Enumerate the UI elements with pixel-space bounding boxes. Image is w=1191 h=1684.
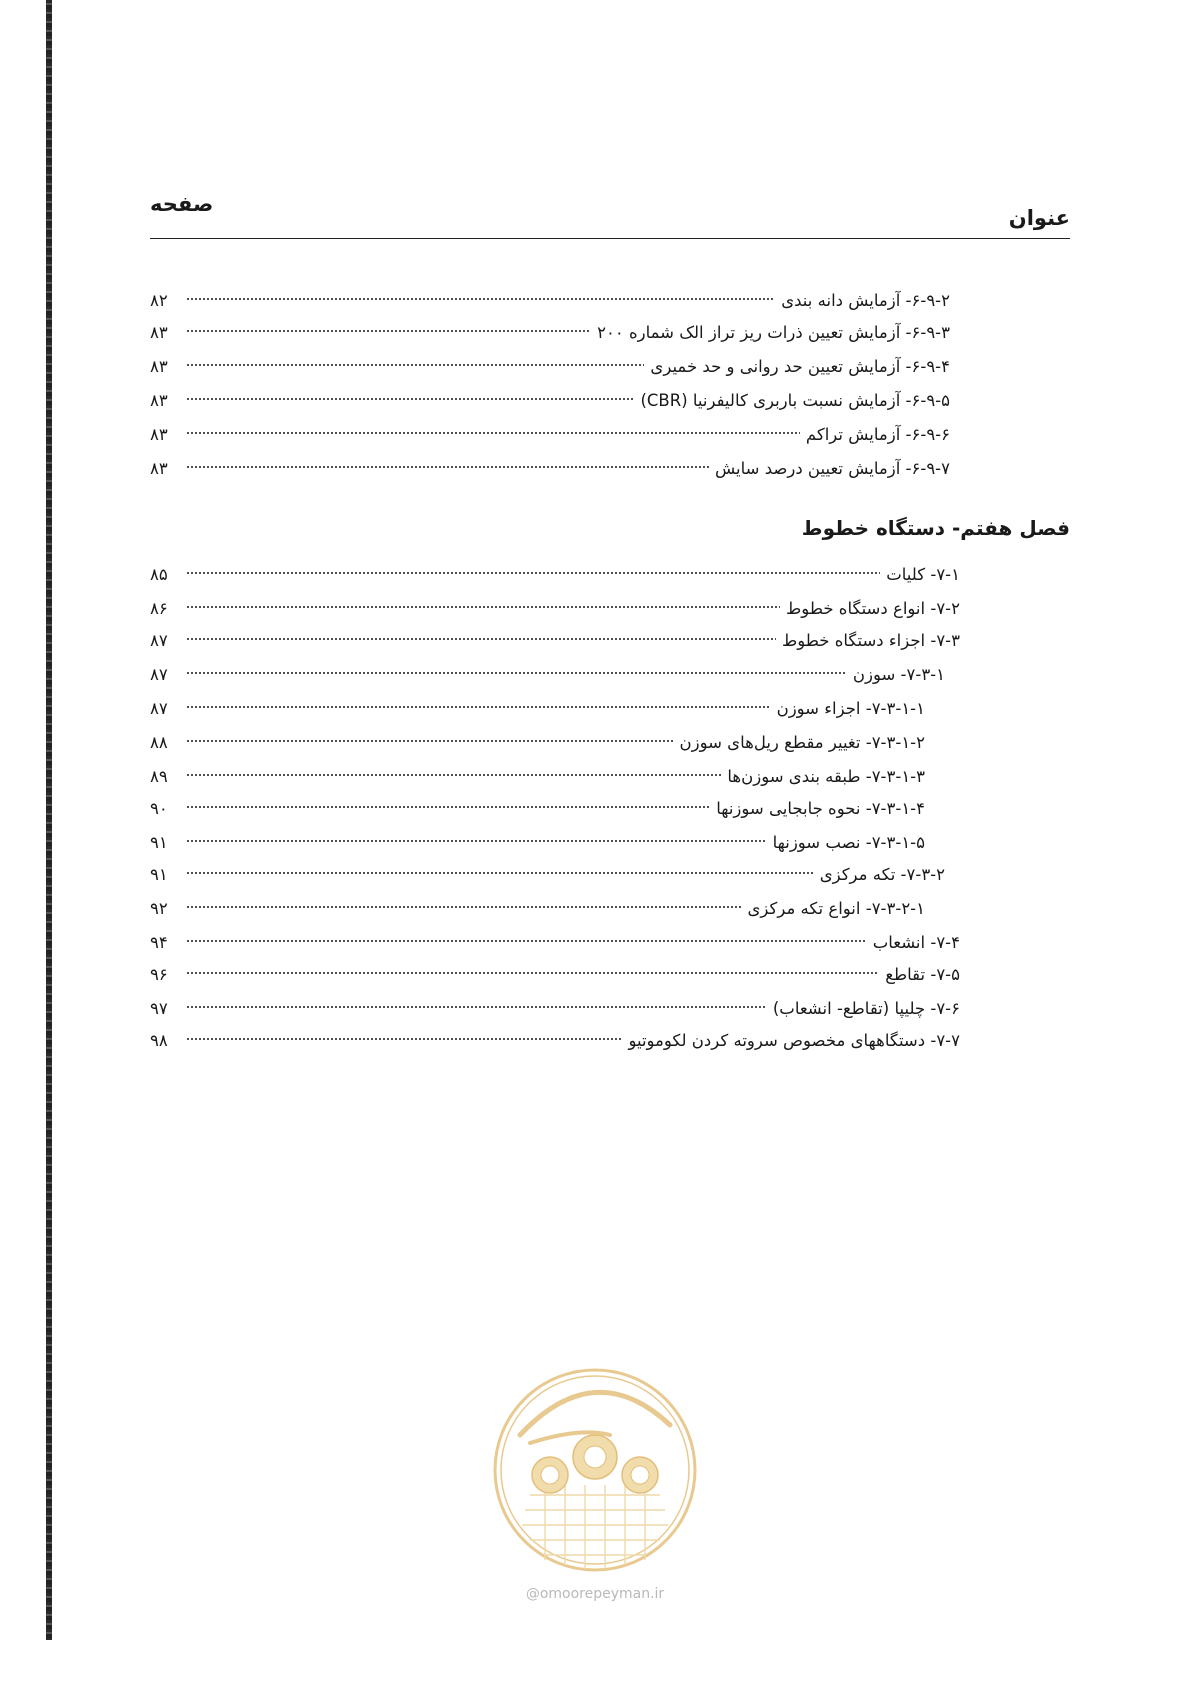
- scan-binding-edge: [46, 0, 52, 1640]
- leader-dots: [186, 769, 721, 779]
- toc-entry-title: ۶-۹-۳- آزمایش تعیین ذرات ریز تراز الک شماره ۲۰۰: [597, 323, 950, 342]
- toc-entry-7-3-1-5[interactable]: [150, 818, 925, 852]
- toc-entry-7-2[interactable]: [150, 584, 960, 618]
- toc-entry-page: ۸۷: [150, 665, 168, 684]
- toc-entry-title: ۷-۳-۱-۳- طبقه بندی سوزن‌ها: [727, 767, 925, 786]
- toc-entry-page: ۸۷: [150, 631, 168, 650]
- toc-entry-6-9-5[interactable]: [150, 376, 950, 410]
- toc-entry-7-3-1-4[interactable]: [150, 784, 925, 818]
- leader-dots: [186, 835, 767, 845]
- leader-dots: [186, 633, 776, 643]
- toc-entry-page: ۸۳: [150, 323, 168, 342]
- toc-entry-7-3-2[interactable]: [150, 850, 945, 884]
- toc-entry-title: ۶-۹-۶- آزمایش تراکم: [805, 425, 950, 444]
- toc-entry-page: ۸۳: [150, 425, 168, 444]
- toc-entry-6-9-7[interactable]: [150, 444, 950, 478]
- toc-entry-title: ۷-۳-۱-۵- نصب سوزنها: [772, 833, 925, 852]
- leader-dots: [186, 393, 634, 403]
- page-column-label: صفحه: [150, 192, 214, 216]
- leader-dots: [186, 967, 879, 977]
- toc-entry-page: ۹۰: [150, 799, 168, 818]
- leader-dots: [186, 735, 674, 745]
- toc-entry-7-6[interactable]: [150, 984, 960, 1018]
- toc-entry-page: ۸۵: [150, 565, 168, 584]
- toc-entry-page: ۸۶: [150, 599, 168, 618]
- toc-entry-title: ۶-۹-۴- آزمایش تعیین حد روانی و حد خمیری: [650, 357, 950, 376]
- toc-entry-7-3-1-3[interactable]: [150, 752, 925, 786]
- leader-dots: [186, 1001, 767, 1011]
- toc-entry-page: ۸۹: [150, 767, 168, 786]
- toc-entry-title: ۷-۳-۱-۱- اجزاء سوزن: [776, 699, 925, 718]
- toc-entry-title: ۷-۲- انواع دستگاه خطوط: [786, 599, 960, 618]
- toc-entry-7-4[interactable]: [150, 918, 960, 952]
- toc-entry-6-9-3[interactable]: [150, 308, 950, 342]
- toc-entry-title: ۷-۳-۲-۱- انواع تکه مرکزی: [747, 899, 925, 918]
- toc-entry-7-3-2-1[interactable]: [150, 884, 925, 918]
- toc-entry-title: ۷-۳-۱- سوزن: [852, 665, 945, 684]
- toc-entry-page: ۸۳: [150, 459, 168, 478]
- toc-entry-title: ۷-۳-۱-۴- نحوه جابجایی سوزنها: [716, 799, 925, 818]
- watermark-url: @omoorepeyman.ir: [525, 1586, 665, 1602]
- toc-entry-6-9-6[interactable]: [150, 410, 950, 444]
- toc-entry-7-3-1[interactable]: [150, 650, 945, 684]
- leader-dots: [186, 935, 867, 945]
- toc-entry-page: ۹۱: [150, 833, 168, 852]
- toc-entry-page: ۸۳: [150, 391, 168, 410]
- toc-entry-page: ۹۷: [150, 999, 168, 1018]
- toc-entry-7-7[interactable]: [150, 1016, 960, 1050]
- leader-dots: [186, 667, 847, 677]
- leader-dots: [186, 601, 780, 611]
- toc-entry-title: ۷-۴- انشعاب: [872, 933, 960, 952]
- leader-dots: [186, 567, 880, 577]
- seal-logo: [490, 1365, 700, 1575]
- toc-entry-page: ۹۶: [150, 965, 168, 984]
- toc-entry-page: ۹۲: [150, 899, 168, 918]
- toc-entry-title: ۶-۹-۲- آزمایش دانه بندی: [781, 291, 950, 310]
- leader-dots: [186, 867, 814, 877]
- toc-entry-page: ۸۲: [150, 291, 168, 310]
- toc-entry-page: ۹۸: [150, 1031, 168, 1050]
- toc-entry-title: ۷-۳-۲- تکه مرکزی: [819, 865, 945, 884]
- toc-entry-title: ۷-۳- اجزاء دستگاه خطوط: [781, 631, 960, 650]
- leader-dots: [186, 359, 644, 369]
- toc-entry-title: ۷-۶- چلیپا (تقاطع- انشعاب): [772, 999, 960, 1018]
- toc-entry-page: ۸۷: [150, 699, 168, 718]
- toc-entry-title: ۷-۵- تقاطع: [885, 965, 960, 984]
- leader-dots: [186, 801, 710, 811]
- leader-dots: [186, 325, 591, 335]
- toc-entry-6-9-2[interactable]: [150, 276, 950, 310]
- toc-entry-7-3[interactable]: [150, 616, 960, 650]
- toc-entry-6-9-4[interactable]: [150, 342, 950, 376]
- leader-dots: [186, 293, 775, 303]
- toc-entry-page: ۸۳: [150, 357, 168, 376]
- leader-dots: [186, 461, 709, 471]
- toc-entry-page: ۸۸: [150, 733, 168, 752]
- toc-entry-page: ۹۴: [150, 933, 168, 952]
- toc-entry-title: ۷-۱- کلیات: [886, 565, 960, 584]
- leader-dots: [186, 1033, 622, 1043]
- toc-entry-7-3-1-1[interactable]: [150, 684, 925, 718]
- leader-dots: [186, 427, 800, 437]
- leader-dots: [186, 901, 742, 911]
- toc-entry-title: ۶-۹-۵- آزمایش نسبت باربری کالیفرنیا (CBR): [640, 391, 950, 410]
- toc-entry-title: ۷-۳-۱-۲- تغییر مقطع ریل‌های سوزن: [679, 733, 925, 752]
- chapter-title: فصل هفتم- دستگاه خطوط: [801, 516, 1070, 540]
- toc-entry-7-1[interactable]: [150, 550, 960, 584]
- toc-entry-title: ۷-۷- دستگاههای مخصوص سروته کردن لکوموتیو: [628, 1031, 960, 1050]
- toc-entry-7-5[interactable]: [150, 950, 960, 984]
- title-column-label: عنوان: [1008, 206, 1070, 230]
- toc-entry-page: ۹۱: [150, 865, 168, 884]
- leader-dots: [186, 701, 771, 711]
- toc-entry-7-3-1-2[interactable]: [150, 718, 925, 752]
- toc-entry-title: ۶-۹-۷- آزمایش تعیین درصد سایش: [714, 459, 950, 478]
